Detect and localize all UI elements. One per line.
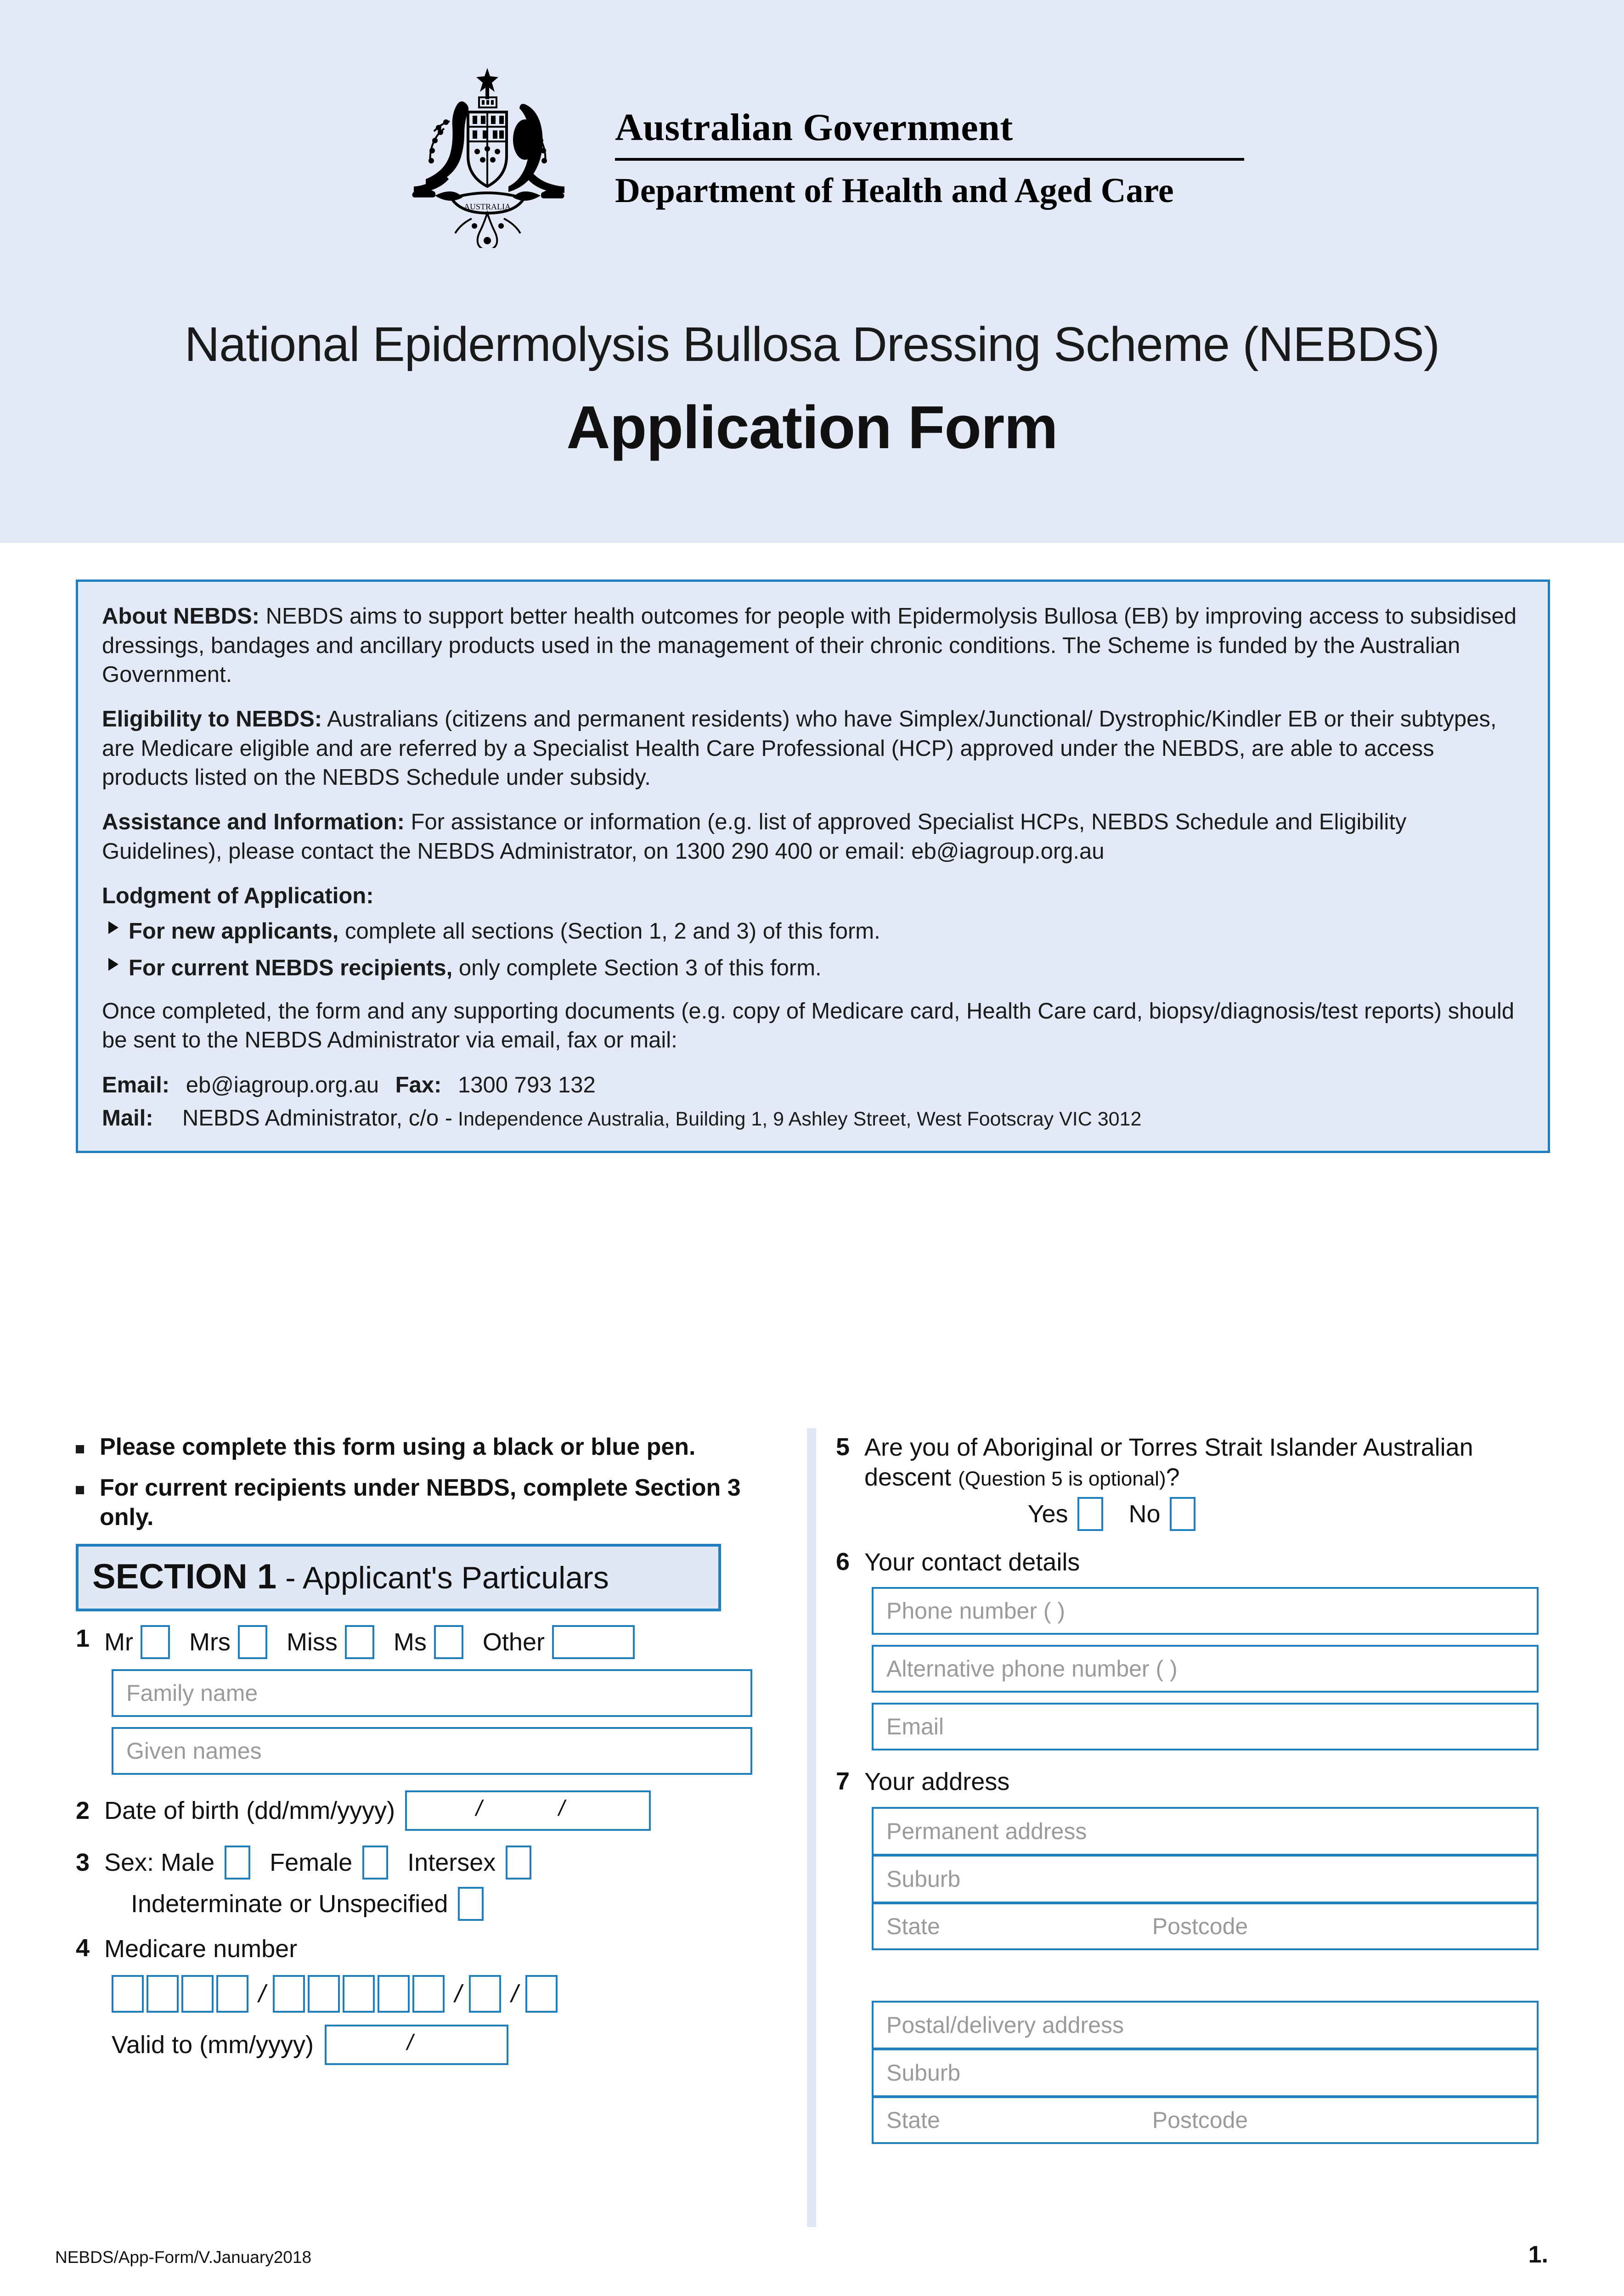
date-of-birth-label: Date of birth (dd/mm/yyyy): [104, 1797, 395, 1825]
postal-address-group: [836, 2001, 1552, 2144]
email-value: eb@iagroup.org.au: [186, 1072, 379, 1097]
mail-recipient: NEBDS Administrator, c/o -: [182, 1105, 453, 1131]
instruction-item-pen: [76, 1433, 792, 1462]
medicare-digit-box[interactable]: [273, 1975, 305, 2013]
title-label-ms: Ms: [393, 1628, 427, 1656]
about-nebds-label: About NEBDS:: [102, 604, 259, 629]
dob-slash-1: /: [476, 1796, 482, 1821]
postal-address-input[interactable]: Postal/delivery address: [872, 2001, 1539, 2048]
sex-indeterminate-row: [76, 1887, 792, 1921]
triangle-bullet-icon: [108, 921, 118, 934]
yes-label: Yes: [1027, 1500, 1068, 1528]
lodgment-bullet-new-applicants: [102, 917, 1524, 946]
assistance-text: For assistance or information (e.g. list of approved Specialist HCPs, NEBDS Schedule and Eligibility Guidelines), please contact the NEBDS Administrator, on 1300 290 400 or email: eb@iagroup.org.au: [102, 810, 1407, 864]
no-checkbox[interactable]: [1170, 1497, 1195, 1531]
date-of-birth-input[interactable]: [405, 1790, 651, 1831]
medicare-digit-box[interactable]: [469, 1975, 501, 2013]
lodgment-label-text: Lodgment of Application:: [102, 883, 374, 908]
aboriginal-descent-question: Are you of Aboriginal or Torres Strait Islander Australian descent: [864, 1434, 1473, 1491]
email-label: Email:: [102, 1072, 170, 1097]
medicare-digit-box[interactable]: [112, 1975, 144, 2013]
given-names-input[interactable]: Given names: [112, 1727, 752, 1775]
title-other-input[interactable]: [552, 1625, 635, 1659]
question-5-row: [836, 1433, 1552, 1492]
valid-to-slash: /: [407, 2031, 413, 2055]
permanent-suburb-input[interactable]: Suburb: [872, 1855, 1539, 1902]
question-5-text: [864, 1433, 1552, 1492]
svg-text:AUSTRALIA: AUSTRALIA: [464, 202, 511, 211]
medicare-digit-box[interactable]: [216, 1975, 248, 2013]
government-wordmark: [615, 103, 1244, 209]
question-1-row: [76, 1625, 792, 1659]
question-2-row: [76, 1790, 792, 1831]
medicare-digit-box[interactable]: [308, 1975, 340, 2013]
medicare-valid-to-row: [76, 2025, 792, 2065]
title-options-row: [104, 1625, 792, 1659]
lodgment-label: [102, 882, 1524, 911]
question-3-number: 3: [76, 1848, 90, 1876]
section-1-subtitle: - Applicant's Particulars: [276, 1560, 609, 1596]
sex-checkbox-indeterminate[interactable]: [458, 1887, 484, 1921]
title-checkbox-mrs[interactable]: [238, 1625, 267, 1659]
medicare-number-label: Medicare number: [104, 1935, 298, 1963]
australian-government-text: Australian Government: [615, 106, 1013, 149]
instruction-item-section3: [76, 1474, 792, 1532]
question-4-number: 4: [76, 1934, 90, 1962]
sex-checkbox-female[interactable]: [362, 1846, 388, 1880]
question-1-number: 1: [76, 1625, 90, 1653]
once-completed-paragraph: Once completed, the form and any supporting documents (e.g. copy of Medicare card, Health Care card, biopsy/diagnosis/test reports) should be sent to the NEBDS Administrator via email, fax or mail:: [102, 998, 1514, 1053]
title-label-other: Other: [482, 1628, 545, 1656]
assistance-label: Assistance and Information:: [102, 810, 405, 835]
mail-label: Mail:: [102, 1105, 153, 1131]
footer-page-number: 1.: [1528, 2241, 1548, 2268]
department-name-text: Department of Health and Aged Care: [615, 171, 1174, 210]
bullet-new-applicants-bold: For new applicants,: [129, 919, 339, 944]
postal-postcode-placeholder: Postcode: [1152, 2107, 1248, 2133]
footer-document-reference: NEBDS/App-Form/V.January2018: [55, 2248, 312, 2267]
postal-state-postcode-input[interactable]: [872, 2096, 1539, 2144]
fax-value: 1300 793 132: [457, 1072, 596, 1097]
government-branding: [0, 64, 1624, 248]
right-column: [836, 1433, 1552, 2144]
left-column: [76, 1433, 792, 2065]
question-7-number: 7: [836, 1767, 850, 1795]
scheme-title: National Epidermolysis Bullosa Dressing Scheme (NEBDS): [184, 317, 1440, 371]
title-label-miss: Miss: [286, 1628, 338, 1656]
mail-row: [102, 1103, 1524, 1134]
assistance-paragraph: [102, 808, 1524, 866]
square-bullet-icon: [76, 1486, 84, 1494]
address-label: Your address: [864, 1768, 1010, 1796]
bullet-current-recipients-bold: For current NEBDS recipients,: [129, 955, 453, 980]
title-label-mrs: Mrs: [189, 1628, 231, 1656]
about-nebds-paragraph: [102, 602, 1524, 690]
page-header-band: [0, 0, 1624, 543]
medicare-digit-box[interactable]: [181, 1975, 214, 2013]
permanent-address-input[interactable]: Permanent address: [872, 1807, 1539, 1855]
title-checkbox-ms[interactable]: [434, 1625, 463, 1659]
title-checkbox-miss[interactable]: [345, 1625, 374, 1659]
alternative-phone-input[interactable]: Alternative phone number ( ): [872, 1645, 1539, 1693]
medicare-slash-2: /: [455, 1980, 462, 2008]
sex-label-indeterminate: Indeterminate or Unspecified: [131, 1890, 448, 1918]
section-1-number: SECTION 1: [92, 1557, 277, 1597]
yes-checkbox[interactable]: [1077, 1497, 1103, 1531]
question-5-optional-note: (Question 5 is optional): [958, 1467, 1166, 1490]
question-5-qmark: ?: [1166, 1463, 1180, 1491]
instruction-pen-text: Please complete this form using a black or blue pen.: [100, 1434, 696, 1460]
valid-to-input[interactable]: [325, 2025, 508, 2065]
question-2-number: 2: [76, 1796, 90, 1824]
eligibility-paragraph: [102, 705, 1524, 793]
medicare-digit-box[interactable]: [525, 1975, 558, 2013]
fax-label: Fax:: [395, 1072, 442, 1097]
question-3-row: [76, 1846, 792, 1880]
sex-label-intersex: Intersex: [407, 1849, 496, 1877]
medicare-slash-1: /: [259, 1980, 266, 2008]
sex-checkbox-intersex[interactable]: [506, 1846, 531, 1880]
column-divider: [807, 1428, 816, 2227]
medicare-digit-box[interactable]: [412, 1975, 445, 2013]
about-nebds-text: NEBDS aims to support better health outcomes for people with Epidermolysis Bullosa (EB) by improving access to subsidised dressings, bandages and ancillary products used in the management of their chronic conditions. The Scheme is funded by the Australian Government.: [102, 604, 1517, 687]
lodgment-bullet-current-recipients: [102, 954, 1524, 983]
permanent-address-group: [836, 1807, 1552, 1950]
no-label: No: [1128, 1500, 1161, 1528]
bullet-current-recipients-rest: only complete Section 3 of this form.: [452, 955, 822, 980]
permanent-postcode-placeholder: Postcode: [1152, 1913, 1248, 1940]
wordmark-divider: [615, 158, 1244, 161]
email-fax-row: [102, 1070, 1524, 1101]
sex-checkbox-male[interactable]: [225, 1846, 250, 1880]
australian-coat-of-arms-icon: [380, 64, 596, 248]
question-4-row: [76, 1935, 792, 1963]
triangle-bullet-icon: [108, 958, 118, 971]
medicare-digit-box[interactable]: [343, 1975, 375, 2013]
permanent-state-postcode-input[interactable]: [872, 1902, 1539, 1950]
title-checkbox-mr[interactable]: [141, 1625, 170, 1659]
medicare-number-boxes: [76, 1975, 792, 2013]
section-1-header: [76, 1544, 721, 1611]
postal-state-placeholder: State: [886, 2107, 940, 2133]
email-input[interactable]: Email: [872, 1703, 1539, 1750]
form-title: Application Form: [566, 394, 1058, 461]
question-6-row: [836, 1548, 1552, 1577]
eligibility-text: Australians (citizens and permanent residents) who have Simplex/Junctional/ Dystrophic/Kindler EB or their subtypes, are Medicare eligible and are referred by a Specialist Health Care Professional (HCP) approved under the NEBDS, are able to access products listed on the NEBDS Schedule under subsidy.: [102, 707, 1497, 790]
bullet-new-applicants-rest: complete all sections (Section 1, 2 and 3) of this form.: [338, 919, 880, 944]
family-name-input[interactable]: Family name: [112, 1669, 752, 1717]
contact-details-label: Your contact details: [864, 1548, 1080, 1576]
about-information-box: [76, 580, 1550, 1153]
question-5-answer-row: [836, 1497, 1552, 1531]
medicare-slash-3: /: [511, 1980, 519, 2008]
question-6-number: 6: [836, 1548, 850, 1576]
square-bullet-icon: [76, 1445, 84, 1453]
title-label-mr: Mr: [104, 1628, 133, 1656]
instruction-section3-text: For current recipients under NEBDS, complete Section 3 only.: [100, 1474, 741, 1531]
valid-to-label: Valid to (mm/yyyy): [112, 2031, 314, 2059]
medicare-digit-box[interactable]: [147, 1975, 179, 2013]
medicare-digit-box[interactable]: [378, 1975, 410, 2013]
phone-number-input[interactable]: Phone number ( ): [872, 1587, 1539, 1635]
question-5-number: 5: [836, 1433, 850, 1461]
sex-label-female: Female: [270, 1849, 353, 1877]
mail-address: Independence Australia, Building 1, 9 Ashley Street, West Footscray VIC 3012: [452, 1108, 1142, 1130]
permanent-state-placeholder: State: [886, 1913, 940, 1940]
question-7-row: [836, 1767, 1552, 1797]
dob-slash-2: /: [558, 1796, 565, 1821]
postal-suburb-input[interactable]: Suburb: [872, 2048, 1539, 2096]
sex-label-male: Sex: Male: [104, 1849, 215, 1877]
eligibility-label: Eligibility to NEBDS:: [102, 707, 322, 732]
